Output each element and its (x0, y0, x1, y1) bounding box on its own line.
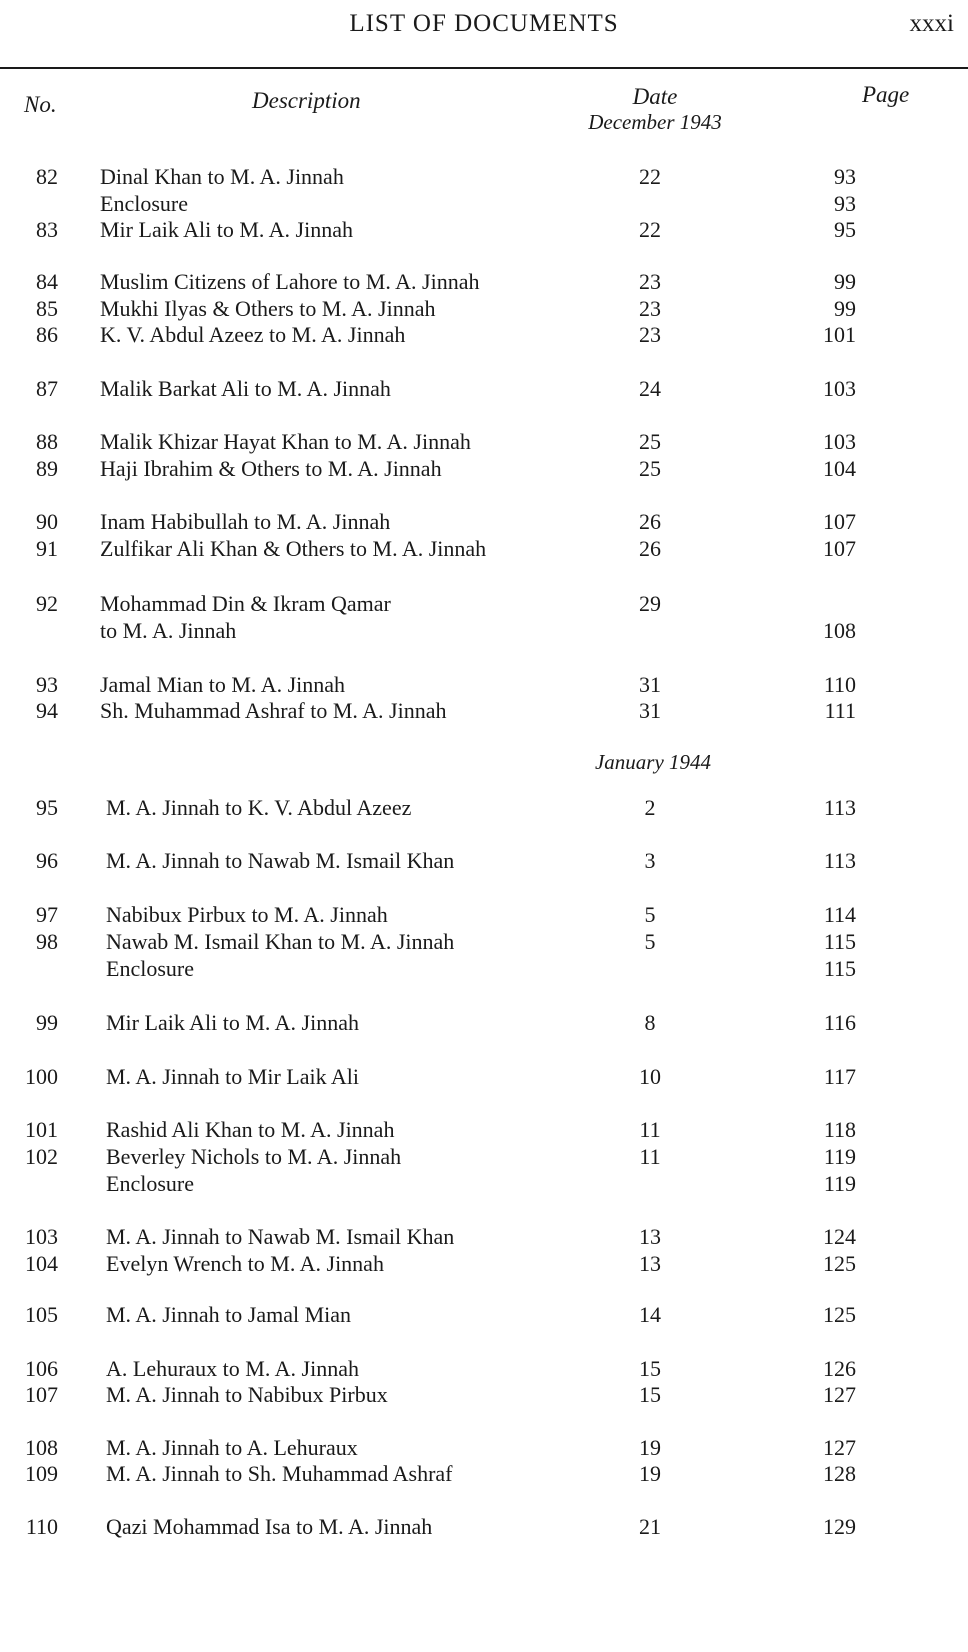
entry-description: Malik Barkat Ali to M. A. Jinnah (100, 376, 391, 401)
entry-page: 125 (823, 1302, 856, 1327)
entry-number: 96 (36, 848, 58, 873)
entry-page: 126 (823, 1356, 856, 1381)
entry-date: 11 (639, 1144, 661, 1169)
entry-date: 15 (639, 1356, 661, 1381)
entry-description: M. A. Jinnah to Nawab M. Ismail Khan (106, 848, 455, 873)
entry-date: 22 (639, 164, 661, 189)
entry-description: Qazi Mohammad Isa to M. A. Jinnah (106, 1514, 433, 1539)
page-number: xxxi (909, 10, 954, 37)
entry-date: 8 (644, 1010, 656, 1035)
page-title: LIST OF DOCUMENTS (349, 10, 619, 37)
entry-number: 86 (36, 322, 58, 347)
entry-description: Rashid Ali Khan to M. A. Jinnah (106, 1117, 395, 1142)
entry-description: Haji Ibrahim & Others to M. A. Jinnah (100, 456, 442, 481)
entry-description: Sh. Muhammad Ashraf to M. A. Jinnah (100, 698, 447, 723)
entry-description: Nabibux Pirbux to M. A. Jinnah (106, 902, 388, 927)
entry-date: 13 (639, 1224, 661, 1249)
entry-page: 107 (823, 509, 856, 534)
entry-description: Inam Habibullah to M. A. Jinnah (100, 509, 391, 534)
entry-page: 95 (834, 217, 856, 242)
entry-page: 104 (823, 456, 856, 481)
entry-page: 99 (834, 269, 856, 294)
entry-page: 107 (823, 536, 856, 561)
entry-description: Mohammad Din & Ikram Qamar (100, 591, 391, 616)
entry-description: M. A. Jinnah to Mir Laik Ali (106, 1064, 359, 1089)
entry-number: 87 (36, 376, 58, 401)
entry-number: 100 (25, 1064, 58, 1089)
entry-description: M. A. Jinnah to A. Lehuraux (106, 1435, 358, 1460)
entry-date: 24 (639, 376, 661, 401)
month-header: December 1943 (588, 110, 722, 134)
entry-description: Malik Khizar Hayat Khan to M. A. Jinnah (100, 429, 471, 454)
entry-description: M. A. Jinnah to Nawab M. Ismail Khan (106, 1224, 455, 1249)
entry-page: 125 (823, 1251, 856, 1276)
entry-number: 97 (36, 902, 58, 927)
entry-page: 118 (823, 1117, 856, 1142)
entry-page: 127 (823, 1435, 856, 1460)
entry-description: Dinal Khan to M. A. Jinnah (100, 164, 344, 189)
entry-number: 107 (25, 1382, 58, 1407)
entry-page: 115 (823, 956, 856, 981)
entry-page: 110 (823, 672, 856, 697)
entry-page: 119 (823, 1171, 856, 1196)
entry-page: 101 (823, 322, 856, 347)
entry-page: 103 (823, 429, 856, 454)
entry-number: 88 (36, 429, 58, 454)
entry-number: 85 (36, 296, 58, 321)
entry-date: 14 (639, 1302, 661, 1327)
entry-number: 102 (25, 1144, 58, 1169)
header-rule (0, 67, 968, 69)
entry-number: 99 (36, 1010, 58, 1035)
entry-description: K. V. Abdul Azeez to M. A. Jinnah (100, 322, 406, 347)
column-header-no: No. (24, 92, 57, 117)
entry-number: 94 (36, 698, 58, 723)
entry-page: 113 (823, 848, 856, 873)
column-header-description: Description (252, 88, 361, 113)
entry-number: 95 (36, 795, 58, 820)
entry-date: 19 (639, 1461, 661, 1486)
entry-page: 111 (824, 698, 856, 723)
entry-number: 109 (25, 1461, 58, 1486)
entry-date: 19 (639, 1435, 661, 1460)
entry-date: 25 (639, 429, 661, 454)
entry-date: 15 (639, 1382, 661, 1407)
entry-date: 23 (639, 322, 661, 347)
entry-date: 13 (639, 1251, 661, 1276)
entry-date: 3 (644, 848, 656, 873)
entry-page: 128 (823, 1461, 856, 1486)
entry-description: Enclosure (106, 1171, 194, 1196)
entry-date: 23 (639, 269, 661, 294)
entry-number: 93 (36, 672, 58, 697)
entry-number: 110 (25, 1514, 58, 1539)
entry-description: M. A. Jinnah to K. V. Abdul Azeez (106, 795, 412, 820)
entry-date: 31 (639, 672, 661, 697)
entry-number: 98 (36, 929, 58, 954)
entry-description: Mir Laik Ali to M. A. Jinnah (100, 217, 353, 242)
column-header-date: Date (632, 84, 678, 109)
entry-page: 116 (823, 1010, 856, 1035)
entry-number: 105 (25, 1302, 58, 1327)
entry-page: 103 (823, 376, 856, 401)
entry-number: 91 (36, 536, 58, 561)
entry-description: Enclosure (106, 956, 194, 981)
entry-number: 82 (36, 164, 58, 189)
column-header-page: Page (862, 82, 910, 107)
entry-description: Jamal Mian to M. A. Jinnah (100, 672, 346, 697)
entry-number: 90 (36, 509, 58, 534)
entry-description: M. A. Jinnah to Jamal Mian (106, 1302, 352, 1327)
entry-page: 115 (823, 929, 856, 954)
entry-date: 2 (644, 795, 656, 820)
entry-date: 29 (639, 591, 661, 616)
entry-number: 104 (25, 1251, 58, 1276)
entry-number: 83 (36, 217, 58, 242)
entry-page: 108 (823, 618, 856, 643)
entry-description: Nawab M. Ismail Khan to M. A. Jinnah (106, 929, 455, 954)
entry-date: 22 (639, 217, 661, 242)
entry-page: 117 (823, 1064, 856, 1089)
entry-page: 113 (823, 795, 856, 820)
entry-description: Zulfikar Ali Khan & Others to M. A. Jinnah (100, 536, 487, 561)
entry-page: 124 (823, 1224, 856, 1249)
entry-date: 26 (639, 536, 661, 561)
entry-number: 108 (25, 1435, 58, 1460)
entry-page: 127 (823, 1382, 856, 1407)
entry-page: 129 (823, 1514, 856, 1539)
entry-description: Enclosure (100, 191, 188, 216)
entry-page: 93 (834, 164, 856, 189)
entry-date: 10 (639, 1064, 661, 1089)
entry-date: 31 (639, 698, 661, 723)
entry-number: 92 (36, 591, 58, 616)
entry-description: Mukhi Ilyas & Others to M. A. Jinnah (100, 296, 436, 321)
entry-page: 93 (834, 191, 856, 216)
entry-date: 25 (639, 456, 661, 481)
entry-description: M. A. Jinnah to Nabibux Pirbux (106, 1382, 388, 1407)
entry-page: 114 (823, 902, 856, 927)
month-header: January 1944 (594, 750, 712, 774)
entry-description: Muslim Citizens of Lahore to M. A. Jinnah (100, 269, 480, 294)
entry-number: 101 (25, 1117, 58, 1142)
entry-date: 11 (639, 1117, 661, 1142)
entry-date: 5 (644, 902, 656, 927)
entry-description: Mir Laik Ali to M. A. Jinnah (106, 1010, 359, 1035)
entry-description: M. A. Jinnah to Sh. Muhammad Ashraf (106, 1461, 453, 1486)
entry-number: 89 (36, 456, 58, 481)
entry-description: A. Lehuraux to M. A. Jinnah (106, 1356, 359, 1381)
entry-page: 99 (834, 296, 856, 321)
entry-description: to M. A. Jinnah (100, 618, 237, 643)
entry-page: 119 (823, 1144, 856, 1169)
entry-description: Evelyn Wrench to M. A. Jinnah (106, 1251, 384, 1276)
entry-number: 106 (25, 1356, 58, 1381)
entry-date: 26 (639, 509, 661, 534)
entry-description: Beverley Nichols to M. A. Jinnah (106, 1144, 402, 1169)
entry-date: 5 (644, 929, 656, 954)
entry-date: 21 (639, 1514, 661, 1539)
entry-date: 23 (639, 296, 661, 321)
entry-number: 103 (25, 1224, 58, 1249)
entry-number: 84 (36, 269, 58, 294)
